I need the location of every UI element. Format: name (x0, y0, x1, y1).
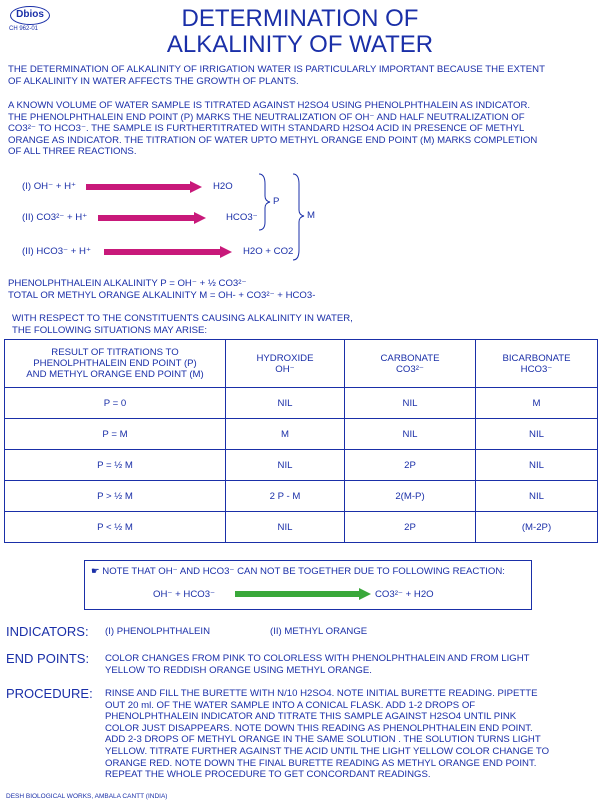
brace-label-p: P (273, 196, 280, 207)
brace-label-m: M (307, 210, 315, 221)
table-cell: P > ½ M (5, 481, 226, 512)
table-cell: NIL (476, 419, 598, 450)
table-cell: 2(M-P) (345, 481, 476, 512)
text-line: YELLOW TO REDDISH ORANGE USING METHYL ORANGE. (105, 664, 372, 676)
indicator-b: (II) METHYL ORANGE (270, 626, 368, 637)
title-line: ALKALINITY OF WATER (166, 31, 434, 58)
text-line: REPEAT THE WHOLE PROCEDURE TO GET CONCORDANT READINGS. (105, 769, 431, 781)
table-cell: P = ½ M (5, 450, 226, 481)
procedure-text (105, 688, 595, 781)
endpoints-label: END POINTS: (6, 651, 90, 666)
reaction-arrow (86, 184, 192, 190)
reaction-braces (255, 170, 315, 265)
text-line: COLOR CHANGES FROM PINK TO COLORLESS WITH PHENOLPHTHALEIN AND FROM LIGHT (105, 653, 530, 664)
table-cell: 2P (345, 450, 476, 481)
table-cell: P = 0 (5, 388, 226, 419)
header-line: HCO3⁻ (520, 363, 553, 375)
text-line: A KNOWN VOLUME OF WATER SAMPLE IS TITRATED AGAINST H2SO4 USING PHENOLPHTHALEIN AS INDICATOR. (8, 100, 531, 111)
table-row (5, 450, 598, 481)
table-row (5, 388, 598, 419)
header-line: CO3²⁻ (396, 363, 424, 375)
note-text: ☛ NOTE THAT OH⁻ AND HCO3⁻ CAN NOT BE TOGETHER DUE TO FOLLOWING REACTION: (91, 566, 505, 577)
footer-credit: DESH BIOLOGICAL WORKS, AMBALA CANTT (INDIA) (6, 793, 168, 800)
table-cell: P < ½ M (5, 512, 226, 543)
brand-logo: Dbios (10, 6, 50, 25)
text-line: OF ALKALINITY IN WATER AFFECTS THE GROWTH OF PLANTS. (8, 75, 299, 87)
reaction-1-products: H2O (213, 181, 233, 192)
method-paragraph (8, 100, 598, 158)
page-title (0, 6, 600, 58)
reaction-arrowhead (194, 212, 206, 224)
alkalinity-formulas (8, 278, 598, 301)
table-cell: NIL (476, 481, 598, 512)
table-cell: NIL (476, 450, 598, 481)
header-line: AND METHYL ORANGE END POINT (M) (26, 369, 204, 380)
text-line: ORANGE AS INDICATOR. THE TITRATION OF WATER UPTO METHYL ORANGE END POINT (M) MARKS COMPLETION (8, 134, 538, 146)
text-line: ADD 2-3 DROPS OF METHYL ORANGE IN THE SAME SOLUTION . THE SOLUTION TURNS LIGHT (105, 734, 541, 746)
table-cell: NIL (345, 419, 476, 450)
note-products: CO3²⁻ + H2O (375, 589, 434, 600)
table-cell: M (226, 419, 345, 450)
table-cell: NIL (345, 388, 476, 419)
text-line: RINSE AND FILL THE BURETTE WITH N/10 H2SO4. NOTE INITIAL BURETTE READING. PIPETTE (105, 688, 538, 699)
text-line: TOTAL OR METHYL ORANGE ALKALINITY M = OH- + CO3²⁻ + HCO3- (8, 289, 316, 301)
reaction-1-reactants: (I) OH⁻ + H⁺ (22, 181, 77, 192)
text-line: OUT 20 ml. OF THE WATER SAMPLE INTO A CONICAL FLASK. ADD 1-2 DROPS OF (105, 699, 476, 711)
table-cell: P = M (5, 419, 226, 450)
table-row (5, 419, 598, 450)
reaction-arrowhead (190, 181, 202, 193)
respect-paragraph (12, 313, 600, 336)
table-header-row (5, 340, 598, 388)
title-line: DETERMINATION OF (181, 5, 419, 32)
header-line: RESULT OF TITRATIONS TO (51, 347, 179, 358)
text-line: WITH RESPECT TO THE CONSTITUENTS CAUSING ALKALINITY IN WATER, (12, 313, 353, 324)
header-line: BICARBONATE (502, 352, 571, 364)
header-line: HYDROXIDE (256, 352, 314, 364)
reaction-arrowhead (220, 246, 232, 258)
header-line: PHENOLPHTHALEIN END POINT (P) (33, 358, 197, 369)
table-cell: 2P (345, 512, 476, 543)
indicator-a: (I) PHENOLPHTHALEIN (105, 626, 211, 637)
reaction-2-products: HCO3⁻ (226, 212, 258, 223)
text-line: PHENOLPHTHALEIN INDICATOR AND TITRATE THIS SAMPLE AGAINST H2SO4 UNTIL PINK (105, 711, 517, 723)
header-line: CARBONATE (380, 352, 440, 364)
table-row (5, 512, 598, 543)
indicators-label: INDICATORS: (6, 624, 89, 639)
header-line: OH⁻ (275, 363, 295, 375)
text-line: ORANGE RED. NOTE DOWN THE FINAL BURETTE READING AS METHYL ORANGE END POINT. (105, 757, 537, 769)
text-line: CO3²⁻ TO HCO3⁻. THE SAMPLE IS FURTHERTITRATED WITH STANDARD H2SO4 ACID IN PRESENCE OF METHYL (8, 123, 525, 135)
note-arrow (235, 591, 361, 597)
text-line: COLOR JUST DISAPPEARS. NOTE DOWN THIS READING AS PHENOLPHTHALEIN END POINT. (105, 722, 533, 734)
table-cell: NIL (226, 388, 345, 419)
note-arrowhead (359, 588, 371, 600)
note-reactants: OH⁻ + HCO3⁻ (153, 589, 216, 600)
reaction-arrow (104, 249, 222, 255)
header-cell (226, 340, 345, 388)
table-cell: 2 P - M (226, 481, 345, 512)
table-cell: (M-2P) (476, 512, 598, 543)
text-line: THE DETERMINATION OF ALKALINITY OF IRRIGATION WATER IS PARTICULARLY IMPORTANT BECAUSE THE EXTENT (8, 64, 545, 75)
reaction-3-reactants: (II) HCO3⁻ + H⁺ (22, 246, 92, 257)
header-cell (345, 340, 476, 388)
text-line: OF ALL THREE REACTIONS. (8, 146, 137, 158)
catalog-code: CH 962-01 (9, 26, 39, 32)
table-cell: M (476, 388, 598, 419)
text-line: THE FOLLOWING SITUATIONS MAY ARISE: (12, 324, 208, 336)
reaction-arrow (98, 215, 196, 221)
intro-paragraph (8, 64, 598, 87)
table-cell: NIL (226, 512, 345, 543)
table-cell: NIL (226, 450, 345, 481)
header-cell (5, 340, 226, 388)
reaction-2-reactants: (II) CO3²⁻ + H⁺ (22, 212, 88, 223)
procedure-label: PROCEDURE: (6, 686, 93, 701)
table-row (5, 481, 598, 512)
text-line: YELLOW. TITRATE FURTHER AGAINST THE ACID UNTIL THE LIGHT YELLOW COLOR CHANGE TO (105, 745, 550, 757)
alkalinity-table (4, 339, 598, 543)
reaction-3-products: H2O + CO2 (243, 246, 294, 257)
endpoints-text (105, 653, 595, 676)
text-line: THE PHENOLPHTHALEIN END POINT (P) MARKS THE NEUTRALIZATION OF OH⁻ AND HALF NEUTRALIZATION OF (8, 111, 525, 123)
text-line: PHENOLPHTHALEIN ALKALINITY P = OH⁻ + ½ CO3²⁻ (8, 278, 247, 289)
header-cell (476, 340, 598, 388)
note-box (84, 560, 532, 610)
